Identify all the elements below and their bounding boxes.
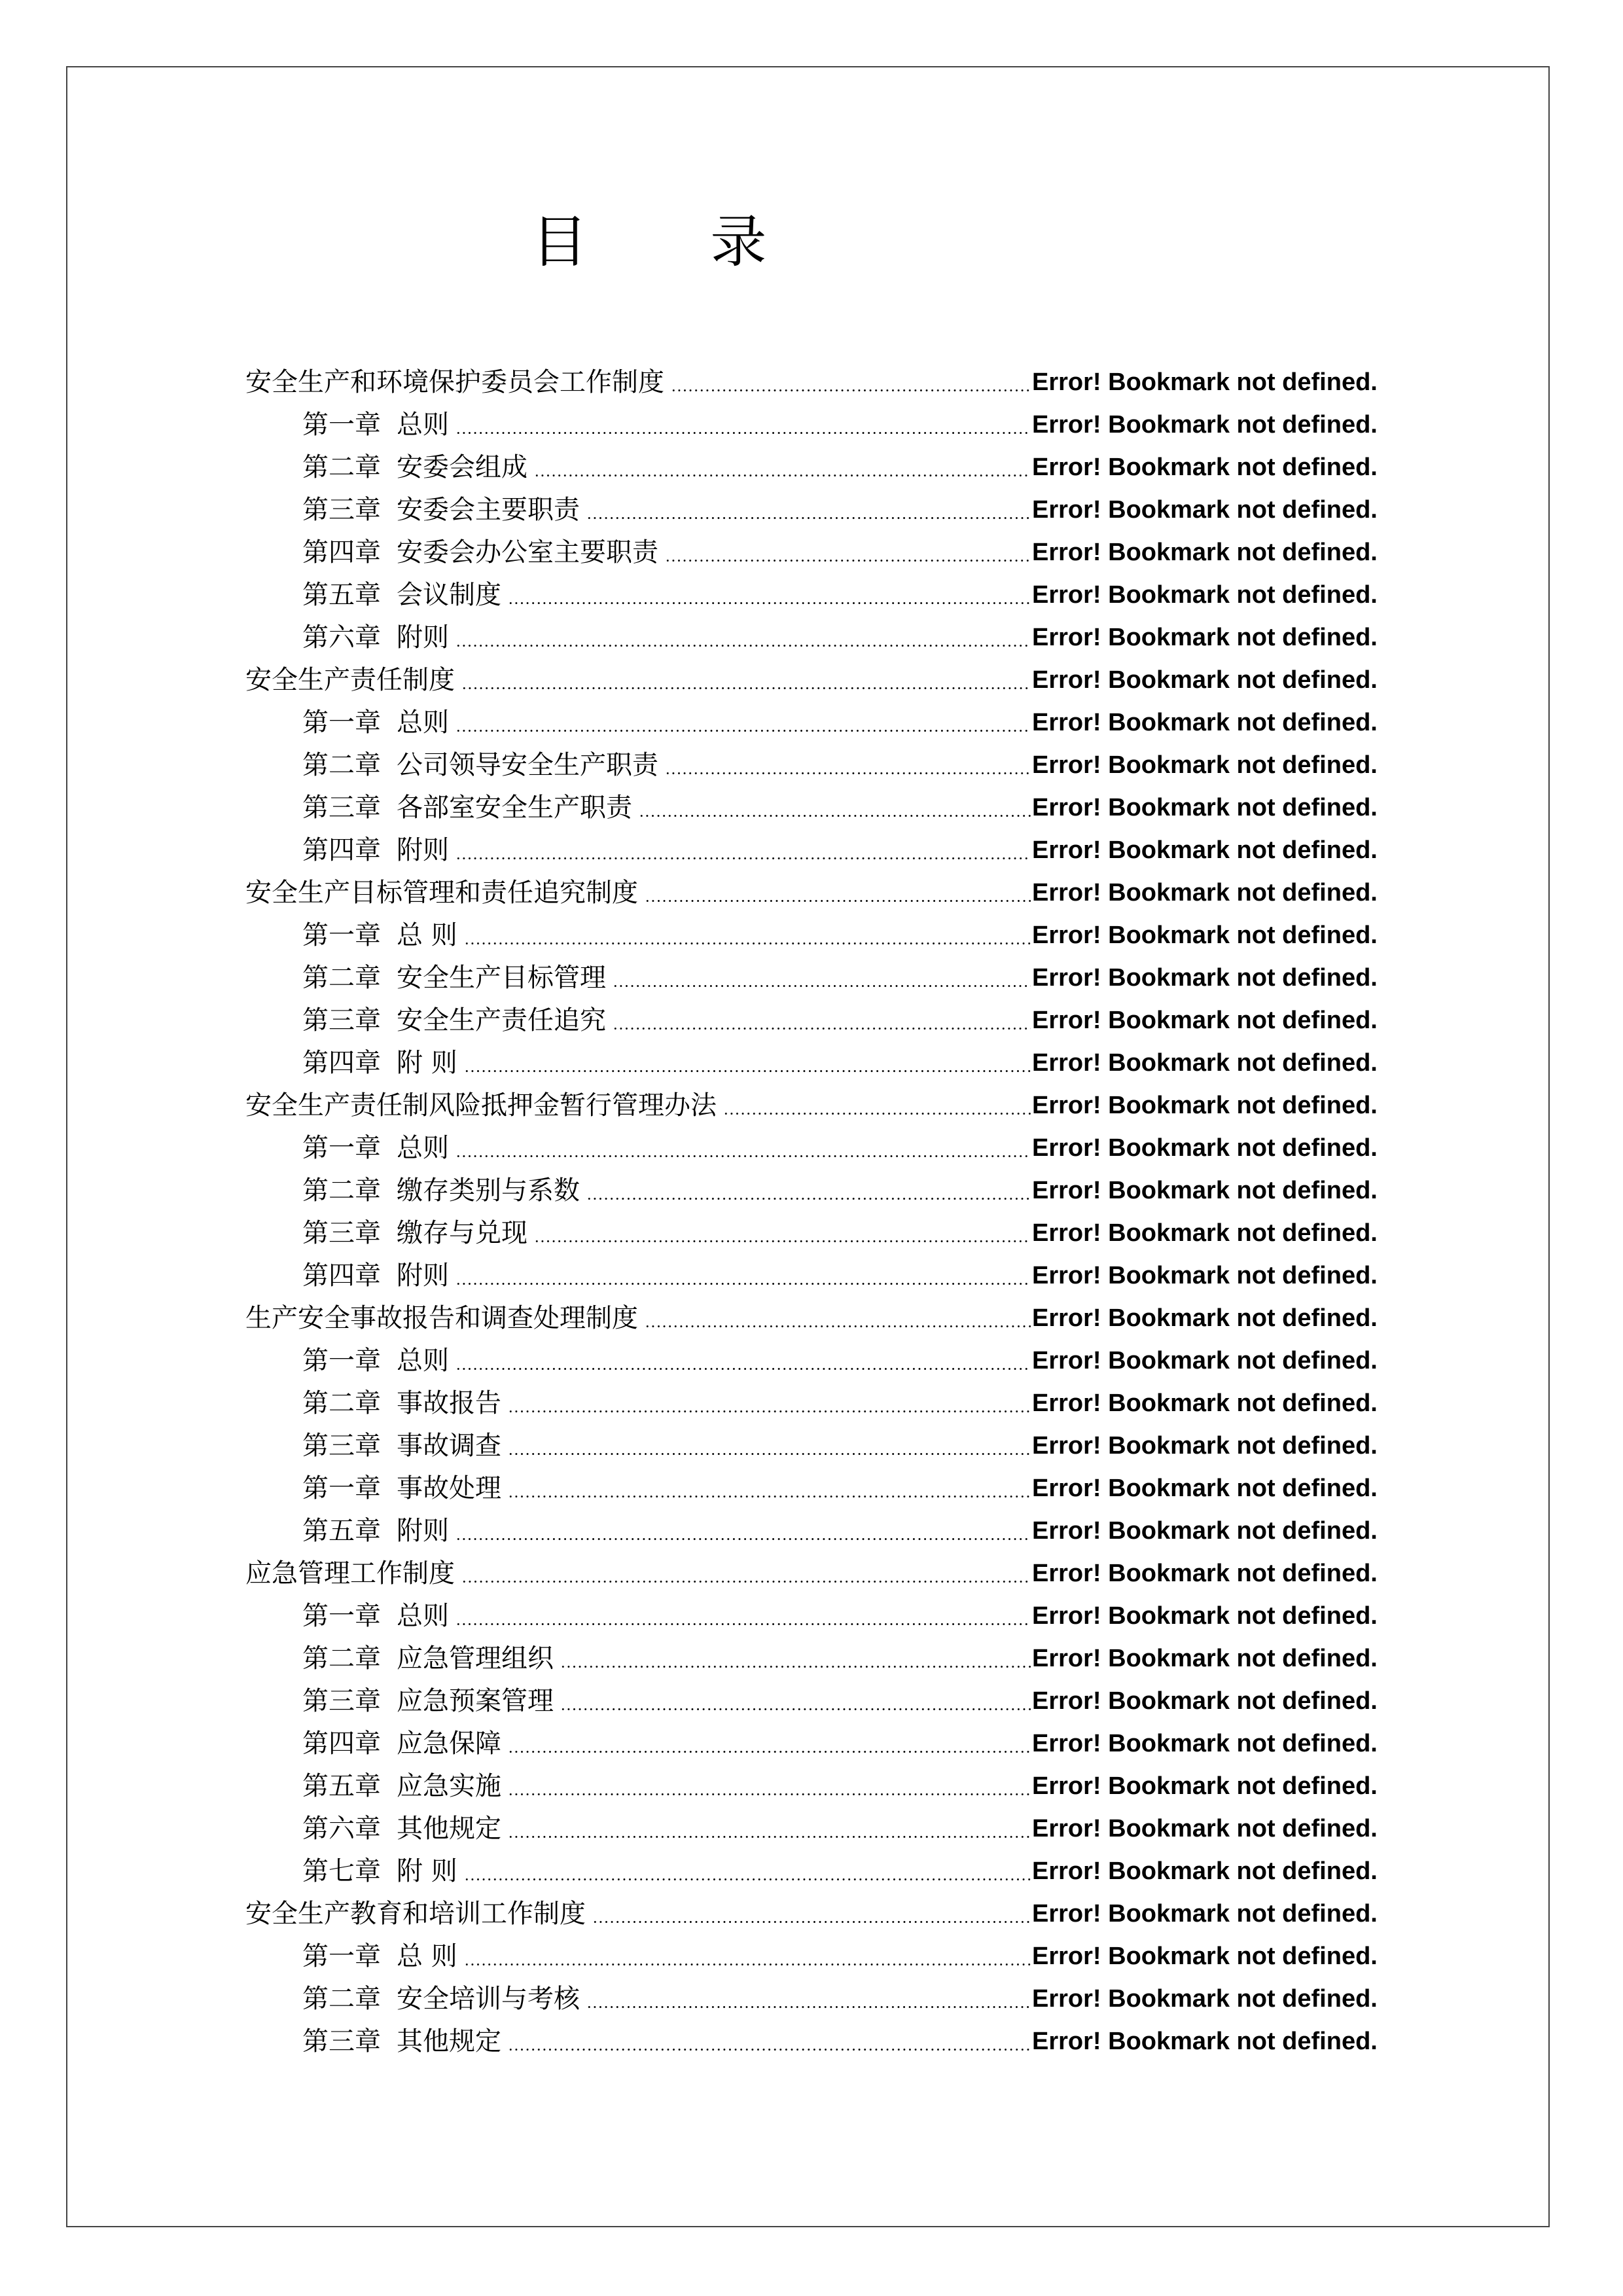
toc-page-reference: Error! Bookmark not defined. [1032,1219,1378,1247]
toc-entry-text: 应急管理组织 [397,1643,554,1674]
toc-entry-label [245,1893,592,1935]
toc-entry-text: 各部室安全生产职责 [397,793,632,823]
toc-dot-leader [534,1240,1031,1242]
toc-entry-text: 总则 [397,1346,449,1376]
toc-entry-label [245,659,461,702]
toc-page-reference: Error! Bookmark not defined. [1032,1687,1378,1715]
toc-entry-label [302,1850,464,1893]
toc-dot-leader [586,517,1031,519]
toc-entry-chapter[interactable] [245,1978,1379,2020]
toc-page-reference: Error! Bookmark not defined. [1032,751,1378,779]
toc-entry-chapter[interactable] [245,1255,1379,1297]
toc-entry-text: 其他规定 [397,2026,501,2056]
toc-entry-label [302,1255,455,1297]
toc-page-reference: Error! Bookmark not defined. [1032,539,1378,566]
toc-entry-chapter[interactable] [245,1808,1379,1850]
toc-entry-chapter[interactable] [245,1723,1379,1765]
toc-entry-chapter[interactable] [245,1638,1379,1680]
toc-dot-leader [464,1964,1031,1965]
toc-entry-section[interactable] [245,1893,1379,1935]
toc-entry-label [245,1297,645,1340]
toc-entry-label [302,489,586,531]
toc-entry-chapter[interactable] [245,1680,1379,1723]
toc-dot-leader [461,687,1031,689]
toc-entry-label [302,1127,455,1170]
toc-chapter-number: 第三章 [302,495,381,525]
toc-entry-label [302,1808,508,1850]
toc-entry-text: 应急实施 [397,1771,501,1801]
toc-entry-label [302,574,508,617]
toc-page-reference: Error! Bookmark not defined. [1032,368,1378,396]
toc-page-reference: Error! Bookmark not defined. [1032,1304,1378,1332]
toc-entry-text: 安全生产责任制度 [245,665,455,695]
toc-page-reference: Error! Bookmark not defined. [1032,496,1378,524]
toc-chapter-number: 第一章 [302,708,381,738]
toc-dot-leader [464,1878,1031,1880]
toc-page-reference: Error! Bookmark not defined. [1032,1772,1378,1800]
toc-entry-text: 安委会组成 [397,452,527,482]
toc-entry-label [245,1552,461,1595]
toc-page-reference: Error! Bookmark not defined. [1032,794,1378,821]
toc-dot-leader [508,2049,1031,2051]
toc-dot-leader [586,2006,1031,2008]
toc-entry-text: 安全生产目标管理和责任追究制度 [245,878,638,908]
toc-entry-chapter[interactable] [245,1212,1379,1255]
toc-page-reference: Error! Bookmark not defined. [1032,1092,1378,1119]
toc-page-reference: Error! Bookmark not defined. [1032,1730,1378,1757]
toc-chapter-number: 第二章 [302,1175,381,1206]
toc-chapter-number: 第四章 [302,835,381,865]
toc-dot-leader [723,1113,1031,1115]
toc-entry-chapter[interactable] [245,1127,1379,1170]
toc-dot-leader [455,1623,1031,1625]
toc-dot-leader [645,900,1031,902]
toc-page-reference: Error! Bookmark not defined. [1032,624,1378,651]
toc-entry-label [302,531,665,574]
toc-title: 目 录 [531,209,819,275]
toc-entry-label [302,1510,455,1552]
toc-entry-chapter[interactable] [245,829,1379,872]
toc-entry-label [302,702,455,744]
toc-entry-section[interactable] [245,872,1379,914]
toc-entry-chapter[interactable] [245,957,1379,999]
toc-dot-leader [560,1666,1031,1668]
toc-chapter-number: 第二章 [302,452,381,482]
toc-chapter-number: 第一章 [302,1346,381,1376]
toc-entry-text: 事故处理 [397,1473,501,1503]
toc-entry-chapter[interactable] [245,531,1379,574]
toc-entry-chapter[interactable] [245,999,1379,1042]
toc-dot-leader [464,1070,1031,1072]
toc-chapter-number: 第三章 [302,2026,381,2056]
toc-entry-chapter[interactable] [245,1467,1379,1510]
toc-chapter-number: 第四章 [302,1729,381,1759]
toc-page-reference: Error! Bookmark not defined. [1032,1645,1378,1672]
toc-dot-leader [464,942,1031,944]
toc-dot-leader [613,985,1031,987]
toc-chapter-number: 第二章 [302,1643,381,1674]
toc-entry-text: 缴存与兑现 [397,1218,527,1248]
toc-chapter-number: 第三章 [302,1686,381,1716]
toc-page-reference: Error! Bookmark not defined. [1032,1857,1378,1885]
toc-dot-leader [455,1538,1031,1540]
toc-dot-leader [508,1453,1031,1455]
toc-entry-chapter[interactable] [245,1935,1379,1978]
toc-page-reference: Error! Bookmark not defined. [1032,1432,1378,1460]
toc-page-reference: Error! Bookmark not defined. [1032,1517,1378,1545]
toc-entry-label [302,1935,464,1978]
toc-chapter-number: 第二章 [302,1388,381,1418]
toc-entry-label [302,1595,455,1638]
toc-page-reference: Error! Bookmark not defined. [1032,1262,1378,1289]
toc-dot-leader [455,432,1031,434]
toc-entry-text: 总则 [397,1601,449,1631]
toc-entry-text: 附则 [397,835,449,865]
toc-page-reference: Error! Bookmark not defined. [1032,454,1378,481]
toc-page-reference: Error! Bookmark not defined. [1032,709,1378,736]
toc-entry-label [302,1765,508,1808]
toc-entry-chapter[interactable] [245,787,1379,829]
toc-entry-label [302,404,455,446]
toc-chapter-number: 第一章 [302,1473,381,1503]
toc-entry-text: 安全生产目标管理 [397,963,606,993]
toc-chapter-number: 第二章 [302,1984,381,2014]
toc-chapter-number: 第五章 [302,1516,381,1546]
toc-entry-chapter[interactable] [245,404,1379,446]
toc-entry-label [245,361,671,404]
toc-chapter-number: 第七章 [302,1856,381,1886]
toc-dot-leader [592,1921,1031,1923]
toc-dot-leader [508,602,1031,604]
toc-entry-chapter[interactable] [245,2020,1379,2063]
toc-dot-leader [639,815,1031,817]
toc-entry-label [302,957,613,999]
toc-entry-chapter[interactable] [245,446,1379,489]
toc-chapter-number: 第三章 [302,1005,381,1035]
toc-entry-label [302,787,639,829]
toc-page-reference: Error! Bookmark not defined. [1032,411,1378,439]
toc-page-reference: Error! Bookmark not defined. [1032,1007,1378,1034]
toc-chapter-number: 第四章 [302,1261,381,1291]
toc-dot-leader [508,1410,1031,1412]
toc-entry-chapter[interactable] [245,1425,1379,1467]
toc-entry-chapter[interactable] [245,1510,1379,1552]
toc-entry-text: 生产安全事故报告和调查处理制度 [245,1303,638,1333]
toc-entry-text: 公司领导安全生产职责 [397,750,658,780]
toc-entry-text: 总则 [397,410,449,440]
toc-entry-label [302,1170,586,1212]
toc-page-reference: Error! Bookmark not defined. [1032,581,1378,609]
toc-entry-label [302,2020,508,2063]
toc-dot-leader [455,645,1031,647]
toc-chapter-number: 第二章 [302,963,381,993]
toc-entry-text: 安全生产责任追究 [397,1005,606,1035]
toc-entry-section[interactable] [245,1297,1379,1340]
toc-chapter-number: 第四章 [302,1048,381,1078]
toc-page-reference: Error! Bookmark not defined. [1032,2028,1378,2055]
toc-entry-chapter[interactable] [245,489,1379,531]
toc-dot-leader [455,1368,1031,1370]
toc-entry-text: 安委会办公室主要职责 [397,537,658,567]
toc-dot-leader [534,475,1031,476]
toc-dot-leader [508,1496,1031,1498]
toc-entry-section[interactable] [245,1085,1379,1127]
toc-dot-leader [455,1155,1031,1157]
toc-entry-chapter[interactable] [245,702,1379,744]
toc-dot-leader [560,1708,1031,1710]
toc-page-reference: Error! Bookmark not defined. [1032,922,1378,949]
toc-entry-chapter[interactable] [245,1595,1379,1638]
toc-entry-text: 安全培训与考核 [397,1984,580,2014]
toc-entry-label [302,1425,508,1467]
toc-page-reference: Error! Bookmark not defined. [1032,1475,1378,1502]
toc-entry-label [302,999,613,1042]
toc-entry-label [245,872,645,914]
toc-page-reference: Error! Bookmark not defined. [1032,1049,1378,1077]
toc-chapter-number: 第六章 [302,1814,381,1844]
toc-entry-label [302,1723,508,1765]
toc-entry-label [245,1085,723,1127]
toc-dot-leader [613,1028,1031,1030]
toc-entry-section[interactable] [245,1552,1379,1595]
toc-entry-text: 附 则 [397,1856,457,1886]
toc-entry-text: 安全生产责任制风险抵押金暂行管理办法 [245,1090,717,1121]
toc-page-reference: Error! Bookmark not defined. [1032,1134,1378,1162]
toc-page-reference: Error! Bookmark not defined. [1032,1390,1378,1417]
toc-entry-label [302,1638,560,1680]
toc-entry-chapter[interactable] [245,574,1379,617]
toc-entry-chapter[interactable] [245,1042,1379,1085]
toc-entry-label [302,1382,508,1425]
toc-chapter-number: 第一章 [302,410,381,440]
toc-entry-text: 附 则 [397,1048,457,1078]
toc-entry-chapter[interactable] [245,914,1379,957]
toc-page-reference: Error! Bookmark not defined. [1032,1943,1378,1970]
toc-entry-text: 附则 [397,622,449,653]
toc-dot-leader [508,1793,1031,1795]
toc-dot-leader [508,1836,1031,1838]
toc-entry-text: 应急管理工作制度 [245,1558,455,1588]
toc-chapter-number: 第三章 [302,1218,381,1248]
toc-page-reference: Error! Bookmark not defined. [1032,964,1378,992]
toc-entry-label [302,1978,586,2020]
toc-page-reference: Error! Bookmark not defined. [1032,1985,1378,2013]
toc-chapter-number: 第一章 [302,1601,381,1631]
toc-entry-label [302,829,455,872]
toc-entry-text: 总 则 [397,1941,457,1971]
toc-entry-chapter[interactable] [245,1340,1379,1382]
toc-page-reference: Error! Bookmark not defined. [1032,1900,1378,1928]
toc-entry-chapter[interactable] [245,1170,1379,1212]
toc-chapter-number: 第五章 [302,580,381,610]
toc-list [245,361,1379,2063]
toc-entry-text: 总则 [397,1133,449,1163]
toc-entry-label [302,446,534,489]
toc-entry-label [302,617,455,659]
toc-entry-text: 应急预案管理 [397,1686,554,1716]
toc-entry-text: 安全生产和环境保护委员会工作制度 [245,367,664,397]
toc-entry-text: 附则 [397,1516,449,1546]
toc-entry-text: 安委会主要职责 [397,495,580,525]
toc-chapter-number: 第六章 [302,622,381,653]
toc-chapter-number: 第三章 [302,1431,381,1461]
toc-dot-leader [508,1751,1031,1753]
toc-entry-label [302,914,464,957]
toc-page-reference: Error! Bookmark not defined. [1032,1347,1378,1374]
toc-chapter-number: 第一章 [302,1941,381,1971]
toc-entry-text: 其他规定 [397,1814,501,1844]
toc-entry-text: 总 则 [397,920,457,950]
toc-chapter-number: 第五章 [302,1771,381,1801]
toc-dot-leader [645,1325,1031,1327]
toc-entry-text: 缴存类别与系数 [397,1175,580,1206]
toc-chapter-number: 第一章 [302,1133,381,1163]
toc-page-reference: Error! Bookmark not defined. [1032,1602,1378,1630]
toc-entry-text: 会议制度 [397,580,501,610]
toc-chapter-number: 第一章 [302,920,381,950]
toc-entry-text: 总则 [397,708,449,738]
toc-page-reference: Error! Bookmark not defined. [1032,836,1378,864]
toc-entry-text: 事故调查 [397,1431,501,1461]
toc-dot-leader [455,857,1031,859]
toc-page-reference: Error! Bookmark not defined. [1032,879,1378,906]
toc-entry-text: 事故报告 [397,1388,501,1418]
toc-chapter-number: 第三章 [302,793,381,823]
toc-page-reference: Error! Bookmark not defined. [1032,1177,1378,1204]
toc-dot-leader [671,389,1031,391]
toc-page-reference: Error! Bookmark not defined. [1032,1560,1378,1587]
toc-entry-label [302,1340,455,1382]
toc-entry-label [302,744,665,787]
toc-entry-chapter[interactable] [245,1850,1379,1893]
toc-chapter-number: 第二章 [302,750,381,780]
toc-entry-section[interactable] [245,361,1379,404]
toc-entry-label [302,1467,508,1510]
toc-dot-leader [455,730,1031,732]
toc-page-reference: Error! Bookmark not defined. [1032,666,1378,694]
toc-entry-label [302,1212,534,1255]
toc-entry-text: 附则 [397,1261,449,1291]
toc-dot-leader [665,560,1031,562]
toc-entry-chapter[interactable] [245,1765,1379,1808]
toc-entry-chapter[interactable] [245,1382,1379,1425]
toc-dot-leader [665,772,1031,774]
toc-chapter-number: 第四章 [302,537,381,567]
toc-entry-section[interactable] [245,659,1379,702]
toc-dot-leader [461,1581,1031,1583]
toc-entry-chapter[interactable] [245,617,1379,659]
toc-entry-text: 安全生产教育和培训工作制度 [245,1899,586,1929]
toc-entry-label [302,1042,464,1085]
toc-entry-chapter[interactable] [245,744,1379,787]
toc-entry-text: 应急保障 [397,1729,501,1759]
toc-entry-label [302,1680,560,1723]
toc-page-reference: Error! Bookmark not defined. [1032,1815,1378,1842]
toc-dot-leader [586,1198,1031,1200]
toc-dot-leader [455,1283,1031,1285]
